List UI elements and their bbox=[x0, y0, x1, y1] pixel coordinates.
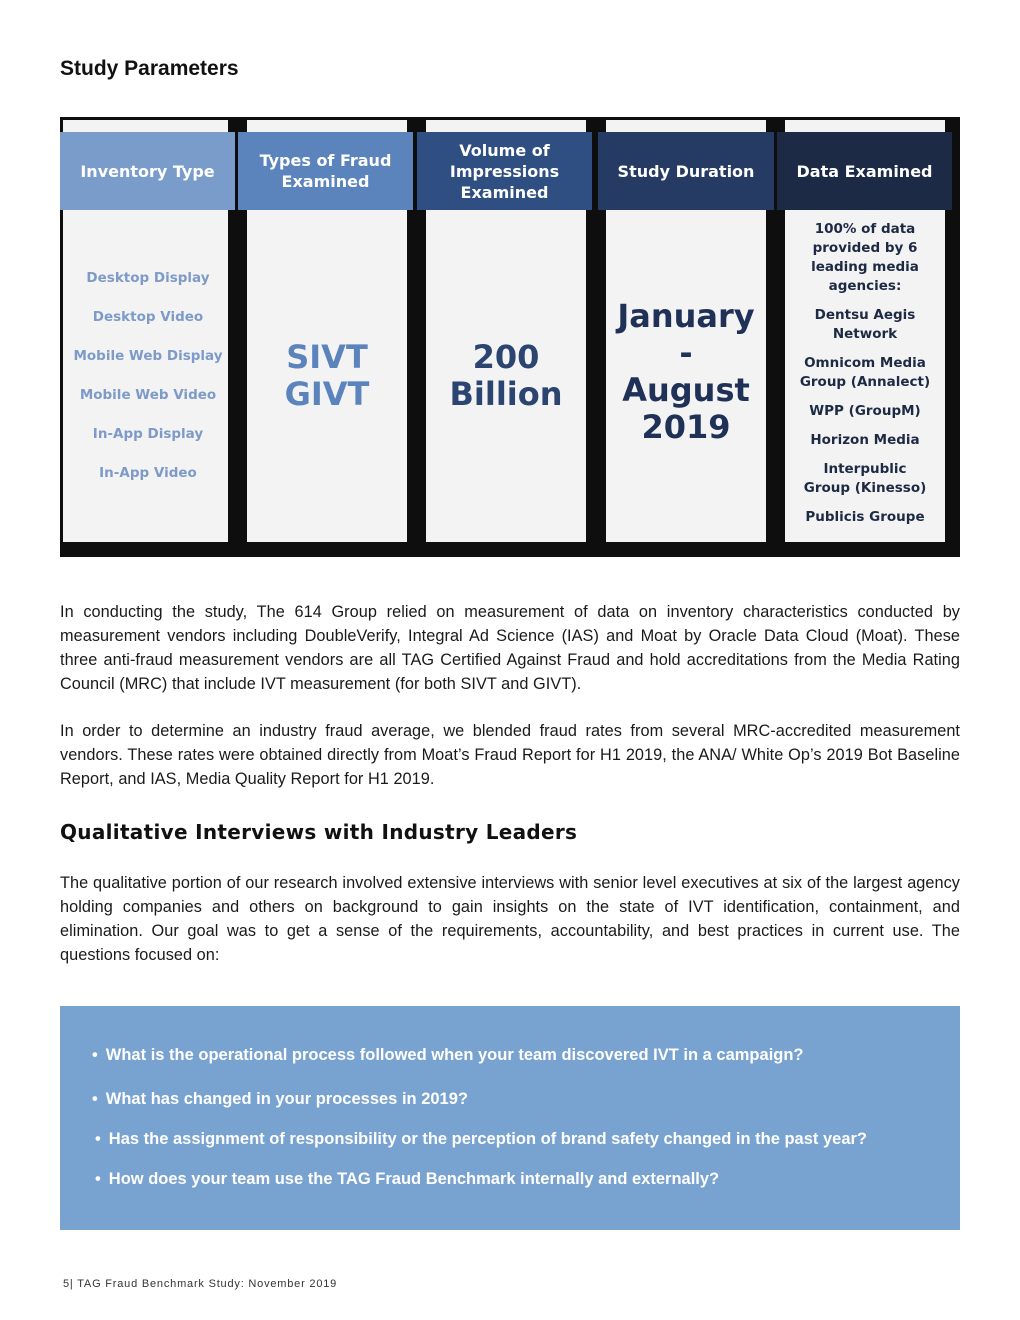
agency-item: Interpublic Group (Kinesso) bbox=[803, 461, 927, 496]
fraud-types-header bbox=[238, 132, 413, 210]
data-examined-header bbox=[777, 132, 952, 210]
bullet: • bbox=[92, 1046, 98, 1064]
question-item bbox=[95, 1130, 867, 1149]
data-examined-header-label: Data Examined bbox=[796, 161, 933, 181]
inventory-type-header-label: Inventory Type bbox=[80, 161, 215, 181]
question-item bbox=[95, 1170, 719, 1189]
agency-item: Omnicom Media Group (Annalect) bbox=[799, 355, 931, 390]
agency-item: WPP (GroupM) bbox=[809, 403, 921, 419]
section-title: Study Parameters bbox=[60, 57, 239, 80]
qualitative-paragraph: The qualitative portion of our research involved extensive interviews with senior level executives at six of the largest agency holding companies and others on background to gain insights on the state of IVT identification, containment, and elimination. Our goal was to get a sense of the requirements, accountability, and best practices in current use. The questions focused on: bbox=[60, 874, 960, 964]
agency-item: Dentsu Aegis Network bbox=[814, 307, 916, 342]
inventory-item: In-App Video bbox=[99, 465, 197, 481]
data-examined-content bbox=[785, 210, 945, 542]
fraud-type-sivt: SIVT bbox=[286, 338, 368, 376]
volume-number: 200 bbox=[472, 338, 540, 376]
bullet: • bbox=[95, 1170, 101, 1188]
duration-header-label: Study Duration bbox=[617, 161, 755, 181]
question-text: What has changed in your processes in 2019? bbox=[105, 1090, 468, 1108]
fraud-types-header-label: Types of Fraud Examined bbox=[259, 151, 392, 191]
fraud-average-paragraph: In order to determine an industry fraud average, we blended fraud rates from several MRC-accredited measurement vendors. These rates were obtained directly from Moat’s Fraud Report for H1 2019, the ANA/ White Op’s 2019 Bot Baseline Report, and IAS, Media Quality Report for H1 2019. bbox=[60, 722, 960, 788]
bullet: • bbox=[92, 1090, 98, 1108]
agency-item: Horizon Media bbox=[810, 432, 920, 448]
page-footer: 5| TAG Fraud Benchmark Study: November 2019 bbox=[63, 1278, 338, 1290]
inventory-item: In-App Display bbox=[92, 426, 204, 442]
question-item bbox=[92, 1090, 468, 1109]
volume-content bbox=[426, 210, 586, 542]
inventory-type-content bbox=[63, 210, 233, 542]
fraud-types-content bbox=[247, 210, 407, 542]
inventory-item: Desktop Video bbox=[92, 309, 204, 325]
duration-line: January - bbox=[617, 297, 755, 372]
duration-header bbox=[598, 132, 774, 210]
fraud-type-givt: GIVT bbox=[284, 375, 370, 413]
volume-header bbox=[417, 132, 592, 210]
question-text: What is the operational process followed when your team discovered IVT in a campaign? bbox=[105, 1046, 804, 1064]
duration-line: 2019 bbox=[641, 408, 731, 446]
qualitative-interviews-title: Qualitative Interviews with Industry Leaders bbox=[60, 820, 578, 844]
duration-line: August bbox=[622, 371, 750, 409]
inventory-item: Mobile Web Display bbox=[73, 348, 223, 364]
question-item bbox=[92, 1046, 804, 1065]
agency-item: Publicis Groupe bbox=[805, 509, 925, 525]
inventory-item: Desktop Display bbox=[86, 270, 210, 286]
volume-header-label: Volume of Impressions Examined bbox=[449, 140, 560, 202]
volume-unit: Billion bbox=[449, 375, 563, 413]
inventory-type-header bbox=[60, 132, 235, 210]
question-text: Has the assignment of responsibility or the perception of brand safety changed in the past year? bbox=[108, 1130, 868, 1148]
inventory-item: Mobile Web Video bbox=[79, 387, 217, 403]
questions-box bbox=[60, 1006, 960, 1230]
study-parameters-table bbox=[60, 117, 960, 557]
bullet: • bbox=[95, 1130, 101, 1148]
data-source-note: 100% of data provided by 6 leading media agencies: bbox=[811, 221, 919, 294]
question-text: How does your team use the TAG Fraud Benchmark internally and externally? bbox=[108, 1170, 720, 1188]
methodology-paragraph: In conducting the study, The 614 Group relied on measurement of data on inventory characteristics conducted by measurement vendors including DoubleVerify, Integral Ad Science (IAS) and Moat by Oracle Data Cloud (Moat). These three anti-fraud measurement vendors are all TAG Certified Against Fraud and hold accreditations from the Media Rating Council (MRC) that include IVT measurement (for both SIVT and GIVT). bbox=[60, 603, 960, 693]
duration-content bbox=[606, 210, 766, 542]
